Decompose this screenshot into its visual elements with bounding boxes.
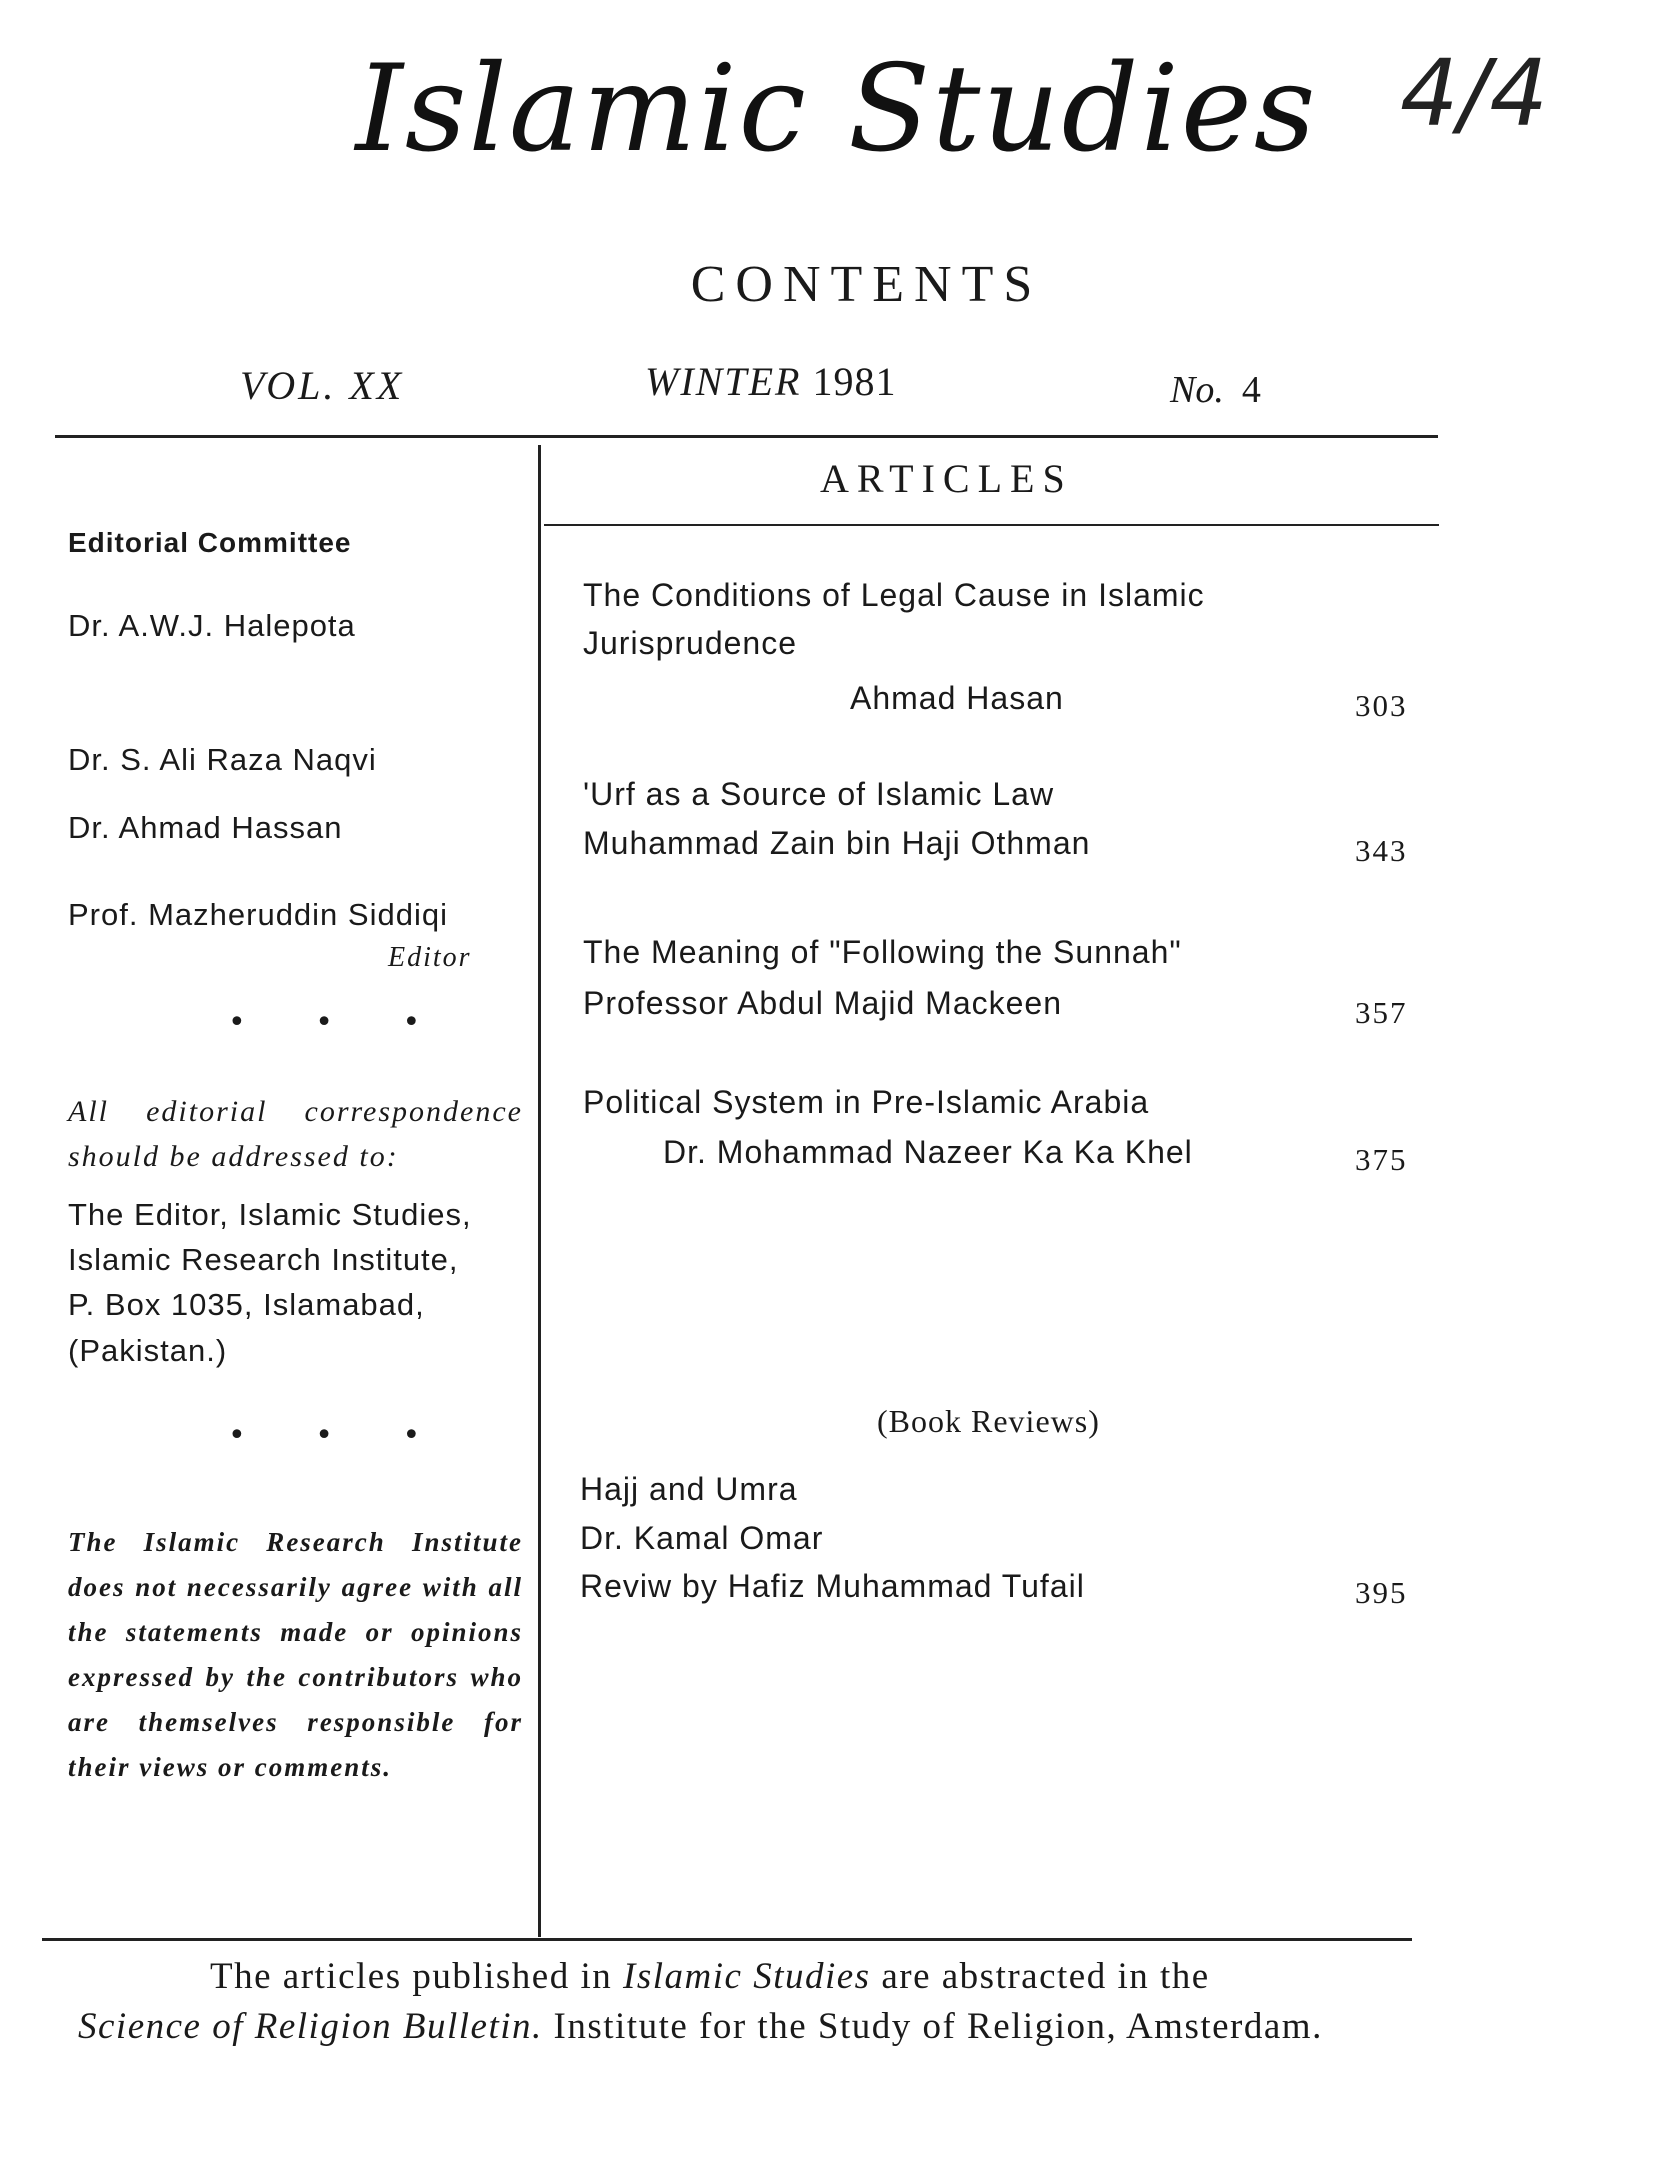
- article-title: 'Urf as a Source of Islamic Law: [583, 776, 1055, 812]
- column-divider: [538, 445, 541, 1937]
- year-label: 1981: [812, 359, 897, 404]
- contents-heading: CONTENTS: [690, 256, 1043, 313]
- handwritten-issue-mark: 4/4: [1400, 40, 1549, 147]
- articles-heading: ARTICLES: [820, 456, 1073, 501]
- issue-number: [1170, 368, 1261, 412]
- bulletin-name: Science of Religion Bulletin.: [78, 2006, 543, 2047]
- address-line: Islamic Research Institute,: [68, 1242, 459, 1277]
- journal-masthead: Islamic Studies: [355, 40, 1318, 179]
- footer-text: are abstracted in the: [881, 1956, 1210, 1997]
- article-title: The Conditions of Legal Cause in Islamic: [583, 577, 1205, 613]
- editor-role: Editor: [388, 942, 472, 973]
- committee-member: Dr. A.W.J. Halepota: [68, 608, 356, 643]
- footer-rule: [42, 1938, 1412, 1941]
- committee-member: Dr. S. Ali Raza Naqvi: [68, 742, 377, 777]
- correspondence-note: All editorial correspondence: [68, 1095, 523, 1128]
- reviewer: Reviw by Hafiz Muhammad Tufail: [580, 1568, 1085, 1604]
- footer-line-2: [78, 2005, 1408, 2048]
- disclaimer: The Islamic Research Institute does not necessarily agree with all the statements made or opinions expressed by the contributors who are themselves responsible for their views or comments.: [68, 1527, 523, 1782]
- review-book-author: Dr. Kamal Omar: [580, 1520, 824, 1556]
- issue-number-label: No.: [1170, 369, 1224, 411]
- article-title: Jurisprudence: [583, 625, 797, 661]
- articles-rule: [544, 524, 1439, 526]
- address-line: (Pakistan.): [68, 1333, 228, 1368]
- article-page: 303: [1355, 688, 1408, 723]
- article-author: Dr. Mohammad Nazeer Ka Ka Khel: [663, 1134, 1193, 1170]
- article-page: 343: [1355, 833, 1408, 868]
- correspondence-note: should be addressed to:: [68, 1140, 399, 1173]
- review-page: 395: [1355, 1575, 1408, 1610]
- book-reviews-heading: (Book Reviews): [877, 1403, 1100, 1439]
- committee-member: Dr. Ahmad Hassan: [68, 810, 343, 845]
- issue-date: [645, 358, 896, 405]
- article-author: Muhammad Zain bin Haji Othman: [583, 825, 1091, 861]
- review-book-title: Hajj and Umra: [580, 1471, 798, 1507]
- address-line: P. Box 1035, Islamabad,: [68, 1287, 425, 1322]
- article-author: Professor Abdul Majid Mackeen: [583, 985, 1062, 1021]
- footer-line-1: [210, 1955, 1400, 1998]
- journal-name: Islamic Studies: [623, 1956, 871, 1997]
- issue-number-value: 4: [1241, 369, 1261, 411]
- address-line: The Editor, Islamic Studies,: [68, 1197, 472, 1232]
- article-title: Political System in Pre-Islamic Arabia: [583, 1084, 1150, 1120]
- season-label: WINTER: [645, 359, 802, 404]
- footer-text: Institute for the Study of Religion, Amsterdam.: [553, 2006, 1323, 2047]
- committee-member: Prof. Mazheruddin Siddiqi: [68, 897, 448, 932]
- section-separator: • • •: [228, 1418, 451, 1453]
- editorial-committee-heading: Editorial Committee: [68, 527, 352, 558]
- article-author: Ahmad Hasan: [850, 680, 1064, 716]
- footer-text: The articles published in: [210, 1956, 613, 1997]
- article-page: 375: [1355, 1142, 1408, 1177]
- article-title: The Meaning of "Following the Sunnah": [583, 934, 1182, 970]
- article-page: 357: [1355, 995, 1408, 1030]
- volume-label: VOL. XX: [240, 363, 405, 408]
- header-rule: [55, 435, 1438, 438]
- section-separator: • • •: [228, 1005, 451, 1040]
